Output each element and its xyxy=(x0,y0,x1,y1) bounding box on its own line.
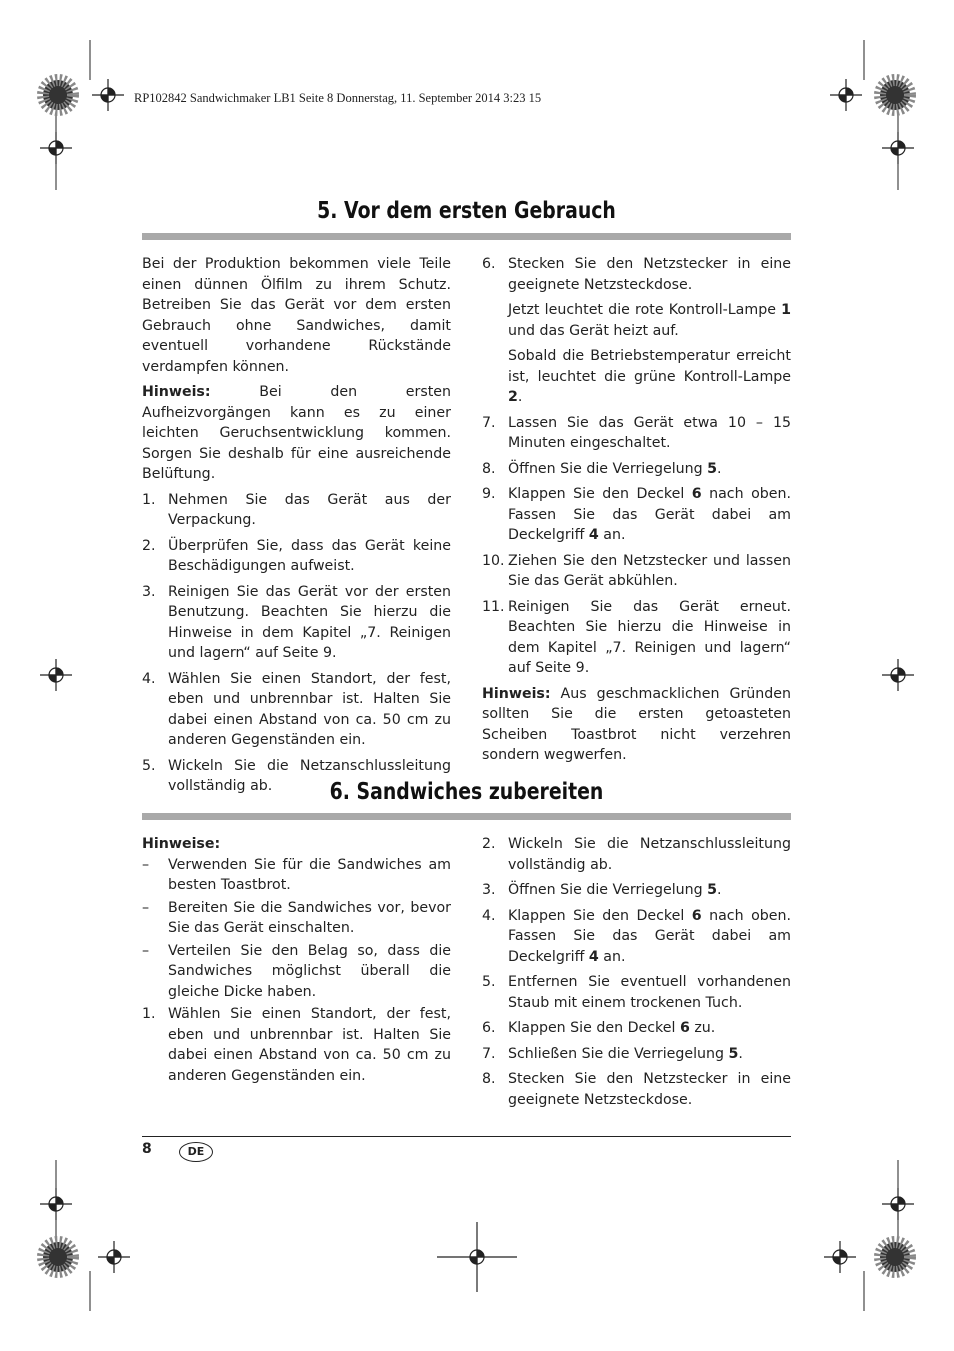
step-text xyxy=(508,1018,791,1039)
step-number: 4. xyxy=(482,907,496,924)
text: nach oben. Fassen Sie das Gerät dabei am Deckelgriff xyxy=(508,907,791,965)
step-number: 2. xyxy=(142,537,156,554)
text: Klappen Sie den Deckel xyxy=(508,907,692,924)
step-text: Überprüfen Sie, dass das Gerät keine Beschädigungen aufweist. xyxy=(168,537,451,574)
step-text: Reinigen Sie das Gerät erneut. Beachten Sie hierzu die Hinweise in dem Kapitel „7. Reinigen und lagern“ auf Seite 9. xyxy=(508,598,791,676)
section-6-left-column xyxy=(142,834,451,1091)
step-text: Ziehen Sie den Netzstecker und lassen Sie das Gerät abkühlen. xyxy=(508,552,791,589)
intro-paragraph: Bei der Produktion bekommen viele Teile einen dünnen Ölfilm zu ihrem Schutz. Betreiben Sie das Gerät vor dem ersten Gebrauch ohne Sandwiches, damit eventuell vorhandene Rückstände verdampfen können. xyxy=(142,256,451,375)
text: und das Gerät heizt auf. xyxy=(508,322,679,339)
part-ref: 4 xyxy=(588,527,599,543)
text: an. xyxy=(598,527,626,543)
text: zu. xyxy=(689,1020,716,1036)
part-ref: 1 xyxy=(781,302,791,318)
step-number: 7. xyxy=(482,414,496,431)
note-text: Bei den ersten Aufheizvorgängen kann es zu einer leichten Geruchsentwicklung kommen. Sorgen Sie deshalb für eine ausreichende Belüftung. xyxy=(142,384,451,482)
bullet-text: Verwenden Sie für die Sandwiches am besten Toastbrot. xyxy=(168,856,451,893)
list-item xyxy=(482,484,791,546)
part-ref: 6 xyxy=(691,486,702,502)
step-text: Wählen Sie einen Standort, der fest, eben und unbrennbar ist. Halten Sie dabei einen Abstand von ca. 50 cm zu anderen Gegenständen ein. xyxy=(168,670,451,748)
step-number: 4. xyxy=(142,670,156,687)
step-number: 5. xyxy=(142,757,156,774)
section-6-right-column xyxy=(482,834,791,1115)
list-item xyxy=(482,597,791,679)
part-ref: 5 xyxy=(728,1045,739,1062)
list-item xyxy=(142,669,451,751)
bullet-dash: – xyxy=(142,899,150,916)
bullet-dash: – xyxy=(142,942,150,959)
list-item xyxy=(142,536,451,577)
step-number: 5. xyxy=(482,974,496,990)
step-number: 1. xyxy=(142,491,156,508)
text: Jetzt leuchtet die rote Kontroll-Lampe xyxy=(508,302,782,318)
note-paragraph xyxy=(142,382,451,485)
section-5-left-column xyxy=(142,254,451,802)
text: . xyxy=(738,1045,743,1062)
bullet-item xyxy=(142,941,451,1003)
step-number: 1. xyxy=(142,1006,156,1022)
part-ref: 6 xyxy=(691,907,702,924)
list-item xyxy=(482,551,791,592)
list-item xyxy=(482,1069,791,1110)
text: an. xyxy=(598,948,626,965)
step-text: Wickeln Sie die Netzanschlussleitung vollständig ab. xyxy=(168,757,451,794)
step-continuation xyxy=(508,346,791,408)
note-label: Hinweis: xyxy=(142,384,211,400)
section-5-title: 5. Vor dem ersten Gebrauch xyxy=(317,198,616,224)
bullet-item xyxy=(142,855,451,896)
section-5-right-column xyxy=(482,254,791,771)
step-number: 3. xyxy=(142,583,156,600)
step-text xyxy=(508,484,791,546)
list-item xyxy=(482,880,791,901)
step-text xyxy=(508,906,791,968)
bullet-item xyxy=(142,898,451,939)
list-item xyxy=(142,1004,451,1086)
language-badge: DE xyxy=(179,1142,213,1162)
list-item xyxy=(482,1018,791,1039)
section-6-title: 6. Sandwiches zubereiten xyxy=(329,779,604,805)
text: Schließen Sie die Verriegelung xyxy=(508,1045,729,1062)
list-item xyxy=(482,906,791,968)
notes-label: Hinweise: xyxy=(142,836,221,852)
step-text: Wickeln Sie die Netzanschlussleitung vollständig ab. xyxy=(508,836,791,873)
list-item xyxy=(482,834,791,875)
step-text: Lassen Sie das Gerät etwa 10 – 15 Minuten eingeschaltet. xyxy=(508,414,791,451)
step-number: 8. xyxy=(482,460,496,477)
note-text: Aus geschmacklichen Gründen sollten Sie die ersten getoasteten Scheiben Toastbrot nicht verzehren sondern wegwerfen. xyxy=(482,685,791,763)
list-item xyxy=(482,459,791,480)
page-number: 8 xyxy=(142,1141,152,1157)
list-item xyxy=(482,972,791,1013)
part-ref: 5 xyxy=(707,882,718,898)
step-text: Wählen Sie einen Standort, der fest, eben und unbrennbar ist. Halten Sie dabei einen Abstand von ca. 50 cm zu anderen Gegenständen ein. xyxy=(168,1006,451,1084)
part-ref: 6 xyxy=(679,1020,690,1036)
step-text: Stecken Sie den Netzstecker in eine geeignete Netzsteckdose. xyxy=(508,256,791,293)
step-text xyxy=(508,1044,791,1065)
text: Öffnen Sie die Verriegelung xyxy=(508,882,708,898)
print-header: RP102842 Sandwichmaker LB1 Seite 8 Donnerstag, 11. September 2014 3:23 15 xyxy=(134,91,542,105)
step-text: Nehmen Sie das Gerät aus der Verpackung. xyxy=(168,491,451,528)
text: Klappen Sie den Deckel xyxy=(508,1020,680,1036)
part-ref: 4 xyxy=(588,948,599,965)
text: Öffnen Sie die Verriegelung xyxy=(508,460,708,477)
step-number: 6. xyxy=(482,256,496,272)
list-item xyxy=(142,582,451,664)
text: nach oben. Fassen Sie das Gerät dabei am Deckelgriff xyxy=(508,486,791,543)
text: . xyxy=(717,460,722,477)
step-number: 2. xyxy=(482,836,496,852)
part-ref: 5 xyxy=(707,460,718,477)
text: Sobald die Betriebstemperatur erreicht ist, leuchtet die grüne Kontroll-Lampe xyxy=(508,348,791,385)
bullet-dash: – xyxy=(142,856,150,873)
notes-heading xyxy=(142,834,451,855)
step-text: Entfernen Sie eventuell vorhandenen Staub mit einem trockenen Tuch. xyxy=(508,974,791,1011)
list-item xyxy=(482,413,791,454)
note-paragraph xyxy=(482,684,791,766)
step-number: 7. xyxy=(482,1045,496,1062)
section-5-rule xyxy=(142,233,791,240)
step-number: 6. xyxy=(482,1020,496,1036)
step-continuation xyxy=(508,300,791,341)
bullet-text: Verteilen Sie den Belag so, dass die Sandwiches möglichst überall die gleiche Dicke haben. xyxy=(168,942,451,1000)
step-number: 10. xyxy=(482,552,505,569)
step-text: Stecken Sie den Netzstecker in eine geeignete Netzsteckdose. xyxy=(508,1071,791,1108)
bullet-text: Bereiten Sie die Sandwiches vor, bevor Sie das Gerät einschalten. xyxy=(168,899,451,936)
footer-rule xyxy=(142,1136,791,1137)
step-number: 8. xyxy=(482,1071,496,1087)
step-text xyxy=(508,459,791,480)
list-item xyxy=(482,254,791,295)
text: . xyxy=(717,882,722,898)
list-item xyxy=(142,490,451,531)
step-text: Reinigen Sie das Gerät vor der ersten Benutzung. Beachten Sie hierzu die Hinweise in dem Kapitel „7. Reinigen und lagern“ auf Seite 9. xyxy=(168,583,451,661)
step-number: 11. xyxy=(482,598,505,615)
text: Klappen Sie den Deckel xyxy=(508,486,692,502)
text: . xyxy=(517,389,523,405)
part-ref: 2 xyxy=(508,389,518,405)
note-label: Hinweis: xyxy=(482,685,551,702)
step-text xyxy=(508,880,791,901)
step-number: 9. xyxy=(482,486,496,502)
section-6-rule xyxy=(142,813,791,820)
step-number: 3. xyxy=(482,882,496,898)
list-item xyxy=(482,1044,791,1065)
